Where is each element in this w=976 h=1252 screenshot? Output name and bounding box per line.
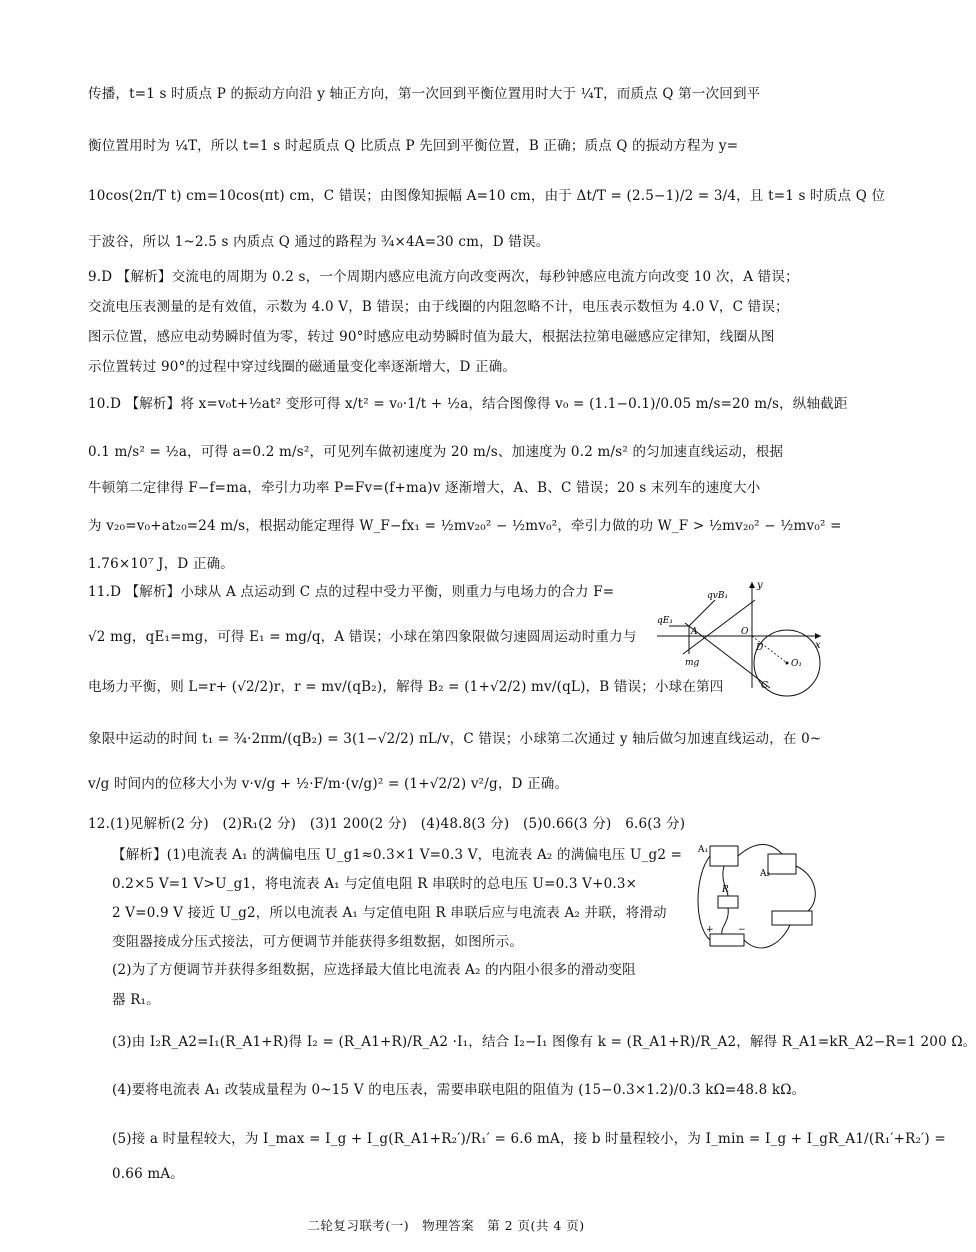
text-line: 电场力平衡，则 L=r+ (√2/2)r，r = mv/(qB₂)，解得 B₂ = (1+√2/2) mv/(qL)，B 错误；小球在第四 — [88, 679, 724, 695]
wire-4 — [796, 866, 815, 911]
circuit-diagram — [690, 836, 825, 966]
text-line: 【解析】(1)电流表 A₁ 的满偏电压 U_g1≈0.3×1 V=0.3 V，电流表 A₂ 的满偏电压 U_g2 = — [112, 847, 683, 863]
label-O: O — [741, 627, 749, 637]
text-line: 衡位置用时为 ¼T，所以 t=1 s 时起质点 Q 比质点 P 先回到平衡位置，B 正确；质点 Q 的振动方程为 y= — [88, 138, 739, 154]
text-line: 变阻器接成分压式接法，可方便调节并能获得多组数据，如图所示。 — [112, 934, 523, 950]
text-line: 0.66 mA。 — [112, 1166, 185, 1182]
text-line: 0.2×5 V=1 V>U_g1，将电流表 A₁ 与定值电阻 R 串联时的总电压 U=0.3 V+0.3× — [112, 876, 638, 892]
text-line: 图示位置，感应电动势瞬时值为零，转过 90°时感应电动势瞬时值为最大，根据法拉第电磁感应定律知，线圈从图 — [88, 329, 775, 345]
text-line: 2 V=0.9 V 接近 U_g2，所以电流表 A₁ 与定值电阻 R 串联后应与电流表 A₂ 并联，将滑动 — [112, 905, 667, 921]
text-line: 10.D 【解析】将 x=v₀t+½at² 变形可得 x/t² = v₀·1/t + ½a，结合图像得 v₀ = (1.1−0.1)/0.05 m/s=20 m/s，纵轴截距 — [88, 396, 848, 412]
text-line: 11.D 【解析】小球从 A 点运动到 C 点的过程中受力平衡，则重力与电场力的合力 F= — [88, 584, 615, 600]
label-A: A — [691, 627, 698, 637]
label-plus: + — [706, 925, 714, 935]
battery — [710, 934, 744, 946]
label-y: y — [757, 580, 763, 591]
ammeter-a1 — [710, 846, 738, 866]
wire-5 — [744, 925, 790, 948]
y-axis-arrow — [749, 582, 755, 588]
text-line: 为 v₂₀=v₀+at₂₀=24 m/s，根据动能定理得 W_F−fx₁ = ½mv₂₀² − ½mv₀²，牵引力做的功 W_F > ½mv₂₀² − ½mv₀² = — [88, 518, 842, 534]
text-line: 牛顿第二定律得 F−f=ma，牵引力功率 P=Fv=(f+ma)v 逐渐增大，A、B、C 错误；20 s 末列车的速度大小 — [88, 480, 761, 496]
text-line: 12.(1)见解析(2 分) (2)R₁(2 分) (3)1 200(2 分) (4)48.8(3 分) (5)0.66(3 分) 6.6(3 分) — [88, 816, 686, 832]
point-O1 — [786, 662, 789, 665]
path-line — [685, 623, 770, 688]
text-line: 交流电压表测量的是有效值，示数为 4.0 V，B 错误；由于线圈的内阻忽略不计，电压表示数恒为 4.0 V，C 错误； — [88, 299, 789, 315]
rheostat — [772, 911, 812, 925]
text-line: 示位置转过 90°的过程中穿过线圈的磁通量变化率逐渐增大，D 正确。 — [88, 359, 517, 375]
wire-3 — [722, 908, 729, 934]
text-line: 器 R₁。 — [112, 992, 160, 1008]
label-qvB1: qvB₁ — [707, 591, 729, 601]
text-line: (4)要将电流表 A₁ 改装成量程为 0~15 V 的电压表，需要串联电阻的阻值为 (15−0.3×1.2)/0.3 kΩ=48.8 kΩ。 — [112, 1082, 806, 1098]
text-line: 传播，t=1 s 时质点 P 的振动方向沿 y 轴正方向，第一次回到平衡位置用时大于 ¼T，而质点 Q 第一次回到平 — [88, 86, 761, 102]
force-diagram — [655, 578, 825, 690]
label-a2: A₂ — [760, 869, 771, 879]
label-C: C — [761, 681, 768, 691]
label-mg: mg — [685, 658, 700, 668]
text-line: 象限中运动的时间 t₁ = ¾·2πm/(qB₂) = 3(1−√2/2) πL/v，C 错误；小球第二次通过 y 轴后做匀加速直线运动，在 0~ — [88, 731, 822, 747]
label-minus: − — [738, 925, 746, 935]
force-qvB1 — [689, 600, 715, 626]
page-footer: 二轮复习联考(一) 物理答案 第 2 页(共 4 页) — [307, 1218, 585, 1233]
text-line: v/g 时间内的位移大小为 v·v/g + ½·F/m·(v/g)² = (1+√2/2) v²/g，D 正确。 — [88, 776, 569, 792]
label-r: R — [722, 885, 729, 895]
x-axis-arrow — [815, 633, 821, 639]
text-line: 0.1 m/s² = ½a，可得 a=0.2 m/s²，可见列车做初速度为 20 m/s、加速度为 0.2 m/s² 的匀加速直线运动，根据 — [88, 444, 784, 460]
label-O1: O₁ — [791, 659, 802, 669]
ammeter-a2 — [768, 854, 796, 874]
label-a1: A₁ — [698, 845, 709, 855]
text-line: 1.76×10⁷ J，D 正确。 — [88, 556, 234, 572]
text-line: (3)由 I₂R_A2=I₁(R_A1+R)得 I₂ = (R_A1+R)/R_A2 ·I₁，结合 I₂−I₁ 图像有 k = (R_A1+R)/R_A2，解得 R_A1=kR_A2−R=1 200 Ω。 — [112, 1034, 976, 1050]
text-line: (2)为了方便调节并获得多组数据，应选择最大值比电流表 A₂ 的内阻小很多的滑动变阻 — [112, 962, 636, 978]
text-line: 10cos(2π/T t) cm=10cos(πt) cm，C 错误；由图像知振幅 A=10 cm，由于 Δt/T = (2.5−1)/2 = 3/4，且 t=1 s 时质点 Q 位 — [88, 188, 886, 204]
text-line: 9.D 【解析】交流电的周期为 0.2 s，一个周期内感应电流方向改变两次，每秒钟感应电流方向改变 10 次，A 错误； — [88, 269, 799, 285]
text-line: √2 mg，qE₁=mg，可得 E₁ = mg/q，A 错误；小球在第四象限做匀速圆周运动时重力与 — [88, 629, 637, 645]
resistor-r — [718, 896, 738, 908]
label-x: x — [815, 640, 821, 651]
text-line: (5)接 a 时量程较大，为 I_max = I_g + I_g(R_A1+R₂′)/R₁′ = 6.6 mA，接 b 时量程较小，为 I_min = I_g + I_gR_A1/(R₁′+R₂′) = — [112, 1131, 946, 1147]
text-line: 于波谷，所以 1~2.5 s 内质点 Q 通过的路程为 ¾×4A=30 cm，D 错误。 — [88, 234, 550, 250]
label-qE1: qE₁ — [657, 616, 673, 626]
label-D: D — [756, 643, 764, 653]
